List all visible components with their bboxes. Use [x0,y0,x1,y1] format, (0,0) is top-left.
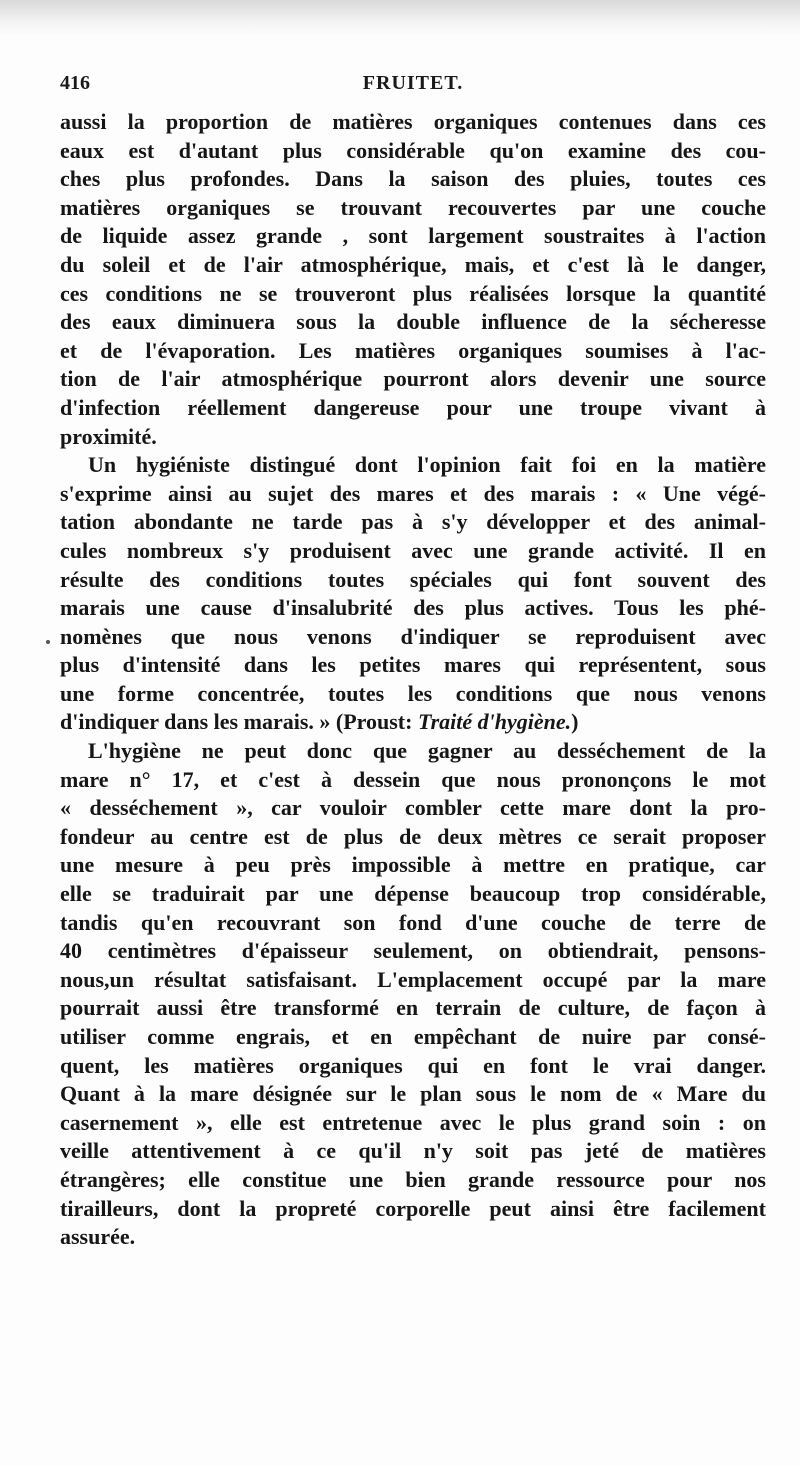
text-line: nomènes que nous venons d'indiquer se reproduisent avec [60,623,766,649]
margin-speck [46,640,50,644]
text-line: et de l'évaporation. Les matières organiques soumises à l'ac- [60,337,766,363]
text-line: veille attentivement à ce qu'il n'y soit pas jeté de matières [60,1138,766,1164]
running-title: FRUITET. [362,72,464,94]
citation-text: d'indiquer dans les marais. » (Proust: [60,709,413,735]
text-line: étrangères; elle constitue une bien grande ressource pour nos [60,1166,766,1192]
text-line: du soleil et de l'air atmosphérique, mais, et c'est là le danger, [60,251,766,277]
text-line: tirailleurs, dont la propreté corporelle peut ainsi être facilement [60,1195,766,1221]
text-line: quent, les matières organiques qui en font le vrai danger. [60,1052,766,1078]
scan-shadow [0,0,800,36]
citation-line [60,708,766,737]
text-line: tion de l'air atmosphérique pourront alors devenir une source [60,366,766,392]
text-line: nous,un résultat satisfaisant. L'emplacement occupé par la mare [60,966,766,992]
text-line: ces conditions ne se trouveront plus réalisées lorsque la quantité [60,280,766,306]
text-line: tandis qu'en recouvrant son fond d'une couche de terre de [60,909,766,935]
text-line: proximité. [60,423,157,449]
text-line: marais une cause d'insalubrité des plus actives. Tous les phé- [60,595,766,621]
page-header [60,72,766,100]
text-line: s'exprime ainsi au sujet des mares et des marais : « Une végé- [60,480,766,506]
text-line: fondeur au centre est de plus de deux mètres ce serait proposer [60,823,766,849]
text-line: Quant à la mare désignée sur le plan sous le nom de « Mare du [60,1081,766,1107]
text-line: des eaux diminuera sous la double influence de la sécheresse [60,309,766,335]
text-line: Un hygiéniste distingué dont l'opinion fait foi en la matière [88,452,766,478]
text-line: assurée. [60,1224,136,1250]
text-line: L'hygiène ne peut donc que gagner au desséchement de la [88,738,766,764]
text-line: cules nombreux s'y produisent avec une grande activité. Il en [60,537,766,563]
text-line: aussi la proportion de matières organiques contenues dans ces [60,109,766,134]
body-text [60,108,766,1252]
citation-close: ) [571,709,579,735]
text-line: utiliser comme engrais, et en empêchant de nuire par consé- [60,1024,766,1049]
text-line: casernement », elle est entretenue avec le plus grand soin : on [60,1109,766,1135]
text-line: eaux est d'autant plus considérable qu'on examine des cou- [60,137,766,163]
text-line: d'infection réellement dangereuse pour une troupe vivant à [60,394,766,420]
page-number: 416 [60,72,90,94]
text-line: ches plus profondes. Dans la saison des pluies, toutes ces [60,166,766,192]
text-line: tation abondante ne tarde pas à s'y développer et des animal- [60,509,766,535]
text-line: une mesure à peu près impossible à mettre en pratique, car [60,852,766,878]
text-line: résulte des conditions toutes spéciales qui font souvent des [60,566,766,592]
text-line: elle se traduirait par une dépense beaucoup trop considérable, [60,881,766,907]
text-line: une forme concentrée, toutes les conditions que nous venons [60,680,766,706]
citation-title: Traité d'hygiène. [417,709,572,735]
text-line: matières organiques se trouvant recouvertes par une couche [60,194,766,220]
text-line: pourrait aussi être transformé en terrain de culture, de façon à [60,995,766,1021]
text-line: plus d'intensité dans les petites mares qui représentent, sous [60,652,766,678]
text-line: 40 centimètres d'épaisseur seulement, on obtiendrait, pensons- [60,938,766,964]
text-line: « desséchement », car vouloir combler cette mare dont la pro- [60,795,766,821]
text-line: de liquide assez grande , sont largement soustraites à l'action [60,223,766,249]
text-line: mare n° 17, et c'est à dessein que nous prononçons le mot [60,766,766,792]
